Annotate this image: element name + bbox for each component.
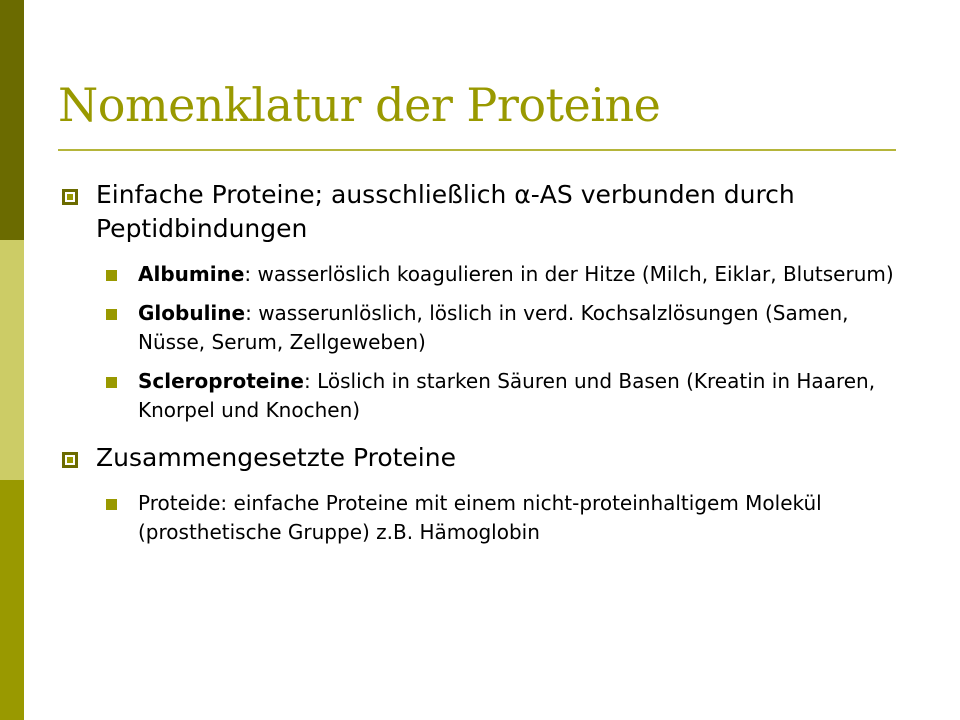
filled-square-bullet-icon <box>106 270 117 281</box>
bullet-text-part2: -AS verbunden durch Peptidbindungen <box>96 180 795 243</box>
bullet-zusammengesetzte-proteine <box>60 441 920 475</box>
square-bullet-icon <box>62 189 78 205</box>
desc-globuline: : wasserunlöslich, löslich in verd. Kochsalzlösungen (Samen, Nüsse, Serum, Zellgeweben) <box>138 301 849 354</box>
side-bar-middle <box>0 240 24 480</box>
slide-title: Nomenklatur der Proteine <box>58 78 661 132</box>
sub-bullet-globuline <box>60 299 920 357</box>
term-globuline: Globuline <box>138 301 246 325</box>
desc-scleroproteine: : Löslich in starken Säuren und Basen (Kreatin in Haaren, Knorpel und Knochen) <box>138 369 876 422</box>
desc-proteide: Proteide: einfache Proteine mit einem nicht-proteinhaltigem Molekül (prosthetische Gruppe) z.B. Hämoglobin <box>138 491 822 544</box>
desc-albumine: : wasserlöslich koagulieren in der Hitze (Milch, Eiklar, Blutserum) <box>244 262 894 286</box>
sub-bullet-proteide <box>60 489 920 547</box>
filled-square-bullet-icon <box>106 377 117 388</box>
term-albumine: Albumine <box>138 262 245 286</box>
bullet-text-part1: Einfache Proteine; ausschließlich <box>96 180 515 209</box>
side-bar-bottom <box>0 480 24 720</box>
sub-bullet-albumine <box>60 260 920 289</box>
filled-square-bullet-icon <box>106 309 117 320</box>
alpha-symbol: α <box>514 180 531 209</box>
side-bar-top <box>0 0 24 240</box>
bullet-einfache-proteine <box>60 178 920 246</box>
title-underline <box>58 149 896 151</box>
square-bullet-icon <box>62 452 78 468</box>
term-scleroproteine: Scleroproteine <box>138 369 304 393</box>
sub-bullet-scleroproteine <box>60 367 920 425</box>
bullet-text: Zusammengesetzte Proteine <box>96 443 456 472</box>
filled-square-bullet-icon <box>106 499 117 510</box>
slide-content <box>60 178 920 557</box>
